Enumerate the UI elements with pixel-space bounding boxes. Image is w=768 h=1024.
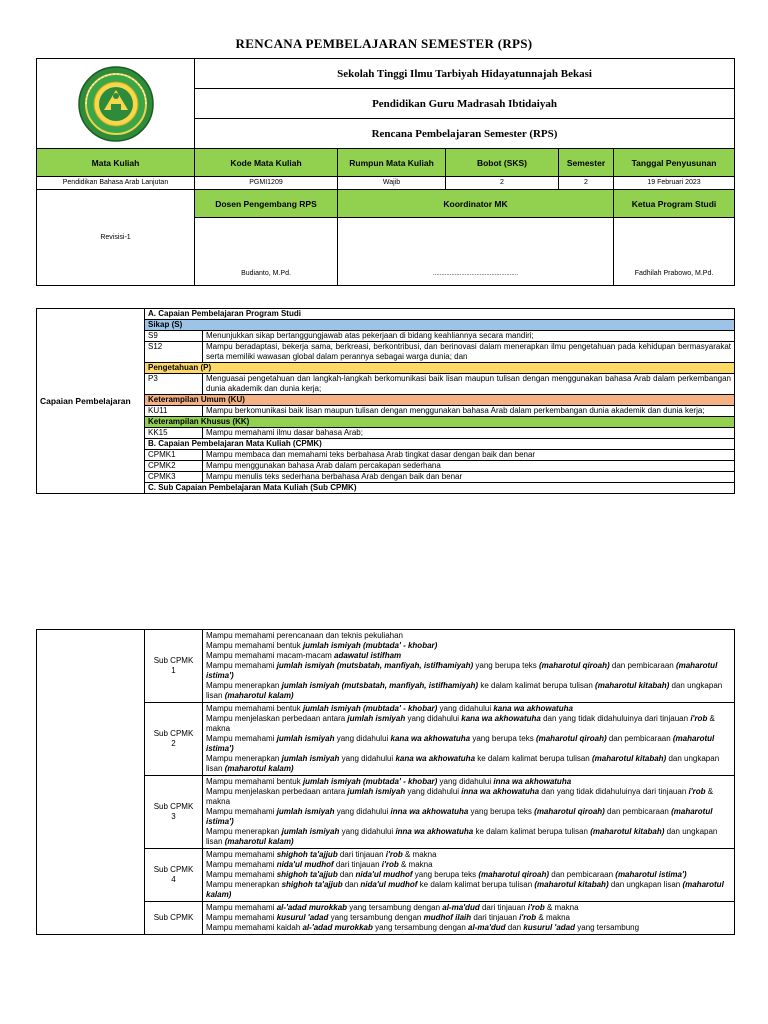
header-ketua-prodi: Ketua Program Studi <box>614 190 735 218</box>
sub-cpmk-label: Sub CPMK 4 <box>145 849 203 902</box>
header-bobot: Bobot (SKS) <box>446 149 559 177</box>
value-semester: 2 <box>559 177 614 190</box>
sub-cpmk-content <box>203 630 735 703</box>
pengetahuan-text: Menguasai pengetahuan dan langkah-langkah berkomunikasi baik lisan maupun tulisan dengan menggunakan bahasa Arab dalam perkembangan dunia akademik dan dunia kerja; <box>203 374 735 395</box>
document-title: RENCANA PEMBELAJARAN SEMESTER (RPS) <box>235 36 533 51</box>
sub-cpmk-line: Mampu memahami jumlah ismiyah yang didahului kana wa akhowatuha yang berupa teks (maharotul qiroah) dan pembicaraan (maharotul istima') <box>206 734 715 753</box>
header-semester: Semester <box>559 149 614 177</box>
header-koordinator: Koordinator MK <box>338 190 614 218</box>
cpmk-code: CPMK3 <box>145 472 203 483</box>
institution-logo-icon <box>74 64 158 144</box>
sub-cpmk-line: Mampu memahami perencanaan dan teknis pekuliahan <box>206 631 404 640</box>
sub-cpmk-line: Mampu menerapkan jumlah ismiyah (mutsbatah, manfiyah, istifhamiyah) ke dalam kalimat berupa tulisan (maharotul kitabah) dan ungkapan lisan (maharotul kalam) <box>206 681 723 700</box>
cpmk-code: CPMK1 <box>145 450 203 461</box>
pengetahuan-code: P3 <box>145 374 203 395</box>
sikap-text: Menunjukkan sikap bertanggungjawab atas pekerjaan di bidang keahliannya secara mandiri; <box>203 331 735 342</box>
kk-code: KK15 <box>145 428 203 439</box>
header-dosen-pengembang: Dosen Pengembang RPS <box>195 190 338 218</box>
revision-label: Revisisi-1 <box>37 190 195 286</box>
kk-title: Keterampilan Khusus (KK) <box>145 417 735 428</box>
logo-cell <box>37 59 195 149</box>
header-tanggal: Tanggal Penyusunan <box>614 149 735 177</box>
sub-cpmk-content <box>203 849 735 902</box>
name-dosen-pengembang: Budianto, M.Pd. <box>195 218 338 286</box>
cpmk-code: CPMK2 <box>145 461 203 472</box>
sikap-code: S12 <box>145 342 203 363</box>
sub-cpmk-line: Mampu memahami bentuk jumlah ismiyah (mubtada' - khobar) yang didahului kana wa akhowatuha <box>206 704 573 713</box>
section-a-title: A. Capaian Pembelajaran Program Studi <box>145 309 735 320</box>
ku-text: Mampu berkomunikasi baik lisan maupun tulisan dengan menggunakan bahasa Arab dalam perkembangan dunia akademik dan dunia kerja; <box>203 406 735 417</box>
sub-cpmk-line: Mampu memahami nida'ul mudhof dari tinjauan i'rob & makna <box>206 860 433 869</box>
sub-cpmk-line: Mampu menerapkan jumlah ismiyah yang didahului kana wa akhowatuha ke dalam kalimat berupa tulisan (maharotul kitabah) dan ungkapan lisan (maharotul kalam) <box>206 754 720 773</box>
sub-cpmk-line: Mampu memahami jumlah ismiyah (mutsbatah, manfiyah, istifhamiyah) yang berupa teks (maharotul qiroah) dan pembicaraan (maharotul istima') <box>206 661 718 680</box>
sikap-code: S9 <box>145 331 203 342</box>
sub-cpmk-line: Mampu memahami shighoh ta'ajjub dari tinjauan i'rob & makna <box>206 850 437 859</box>
ku-code: KU11 <box>145 406 203 417</box>
cpmk-text: Mampu menggunakan bahasa Arab dalam percakapan sederhana <box>203 461 735 472</box>
document-name: Rencana Pembelajaran Semester (RPS) <box>195 119 735 149</box>
value-bobot: 2 <box>446 177 559 190</box>
sub-cpmk-line: Mampu memahami bentuk jumlah ismiyah (mubtada' - khobar) yang didahului inna wa akhowatuha <box>206 777 572 786</box>
value-rumpun-mk: Wajib <box>338 177 446 190</box>
cpmk-text: Mampu membaca dan memahami teks berbahasa Arab tingkat dasar dengan baik dan benar <box>203 450 735 461</box>
kk-text: Mampu memahami ilmu dasar bahasa Arab; <box>203 428 735 439</box>
section-b-title: B. Capaian Pembelajaran Mata Kuliah (CPMK) <box>145 439 735 450</box>
sub-cpmk-line: Mampu memahami jumlah ismiyah yang didahului inna wa akhowatuha yang berupa teks (maharotul qiroah) dan pembicaraan (maharotul istima') <box>206 807 713 826</box>
sub-cpmk-line: Mampu memahami al-'adad murokkab yang tersambung dengan al-ma'dud dari tinjauan i'rob & makna <box>206 903 579 912</box>
program-name: Pendidikan Guru Madrasah Ibtidaiyah <box>195 89 735 119</box>
sub-cpmk-label: Sub CPMK 1 <box>145 630 203 703</box>
name-koordinator: ................................................... <box>338 218 614 286</box>
sub-cpmk-line: Mampu memahami shighoh ta'ajjub dan nida'ul mudhof yang berupa teks (maharotul qiroah) dan pembicaraan (maharotul istima') <box>206 870 687 879</box>
value-mata-kuliah: Pendidikan Bahasa Arab Lanjutan <box>37 177 195 190</box>
value-kode-mk: PGMI1209 <box>195 177 338 190</box>
sub-cpmk-content <box>203 902 735 935</box>
sub-cpmk-content <box>203 703 735 776</box>
sub-cpmk-label: Sub CPMK 3 <box>145 776 203 849</box>
capaian-label: Capaian Pembelajaran <box>37 309 145 494</box>
name-ketua-prodi: Fadhilah Prabowo, M.Pd. <box>614 218 735 286</box>
sub-cpmk-line: Mampu menerapkan shighoh ta'ajjub dan nida'ul mudhof ke dalam kalimat berupa tulisan (maharotul kitabah) dan ungkapan lisan (maharotul kalam) <box>206 880 724 899</box>
header-kode-mk: Kode Mata Kuliah <box>195 149 338 177</box>
sub-cpmk-line: Mampu menerapkan jumlah ismiyah yang didahului inna wa akhowatuha ke dalam kalimat berupa tulisan (maharotul kitabah) dan ungkapan lisan (maharotul kalam) <box>206 827 718 846</box>
sub-cpmk-blank-cell <box>37 630 145 935</box>
sub-cpmk-label: Sub CPMK <box>145 902 203 935</box>
sub-cpmk-line: Mampu memahami macam-macam adawatul istifham <box>206 651 402 660</box>
header-mata-kuliah: Mata Kuliah <box>37 149 195 177</box>
section-c-title: C. Sub Capaian Pembelajaran Mata Kuliah (Sub CPMK) <box>145 483 735 494</box>
sub-cpmk-line: Mampu memahami kaidah al-'adad murokkab yang tersambung dengan al-ma'dud dan kusurul 'adad yang tersambung <box>206 923 640 932</box>
sikap-title: Sikap (S) <box>145 320 735 331</box>
sub-cpmk-line: Mampu menjelaskan perbedaan antara jumlah ismiyah yang didahului inna wa akhowatuha dan yang tidak didahuluinya dari tinjauan i'rob & makna <box>206 787 714 806</box>
sub-cpmk-label: Sub CPMK 2 <box>145 703 203 776</box>
ku-title: Keterampilan Umum (KU) <box>145 395 735 406</box>
value-tanggal: 19 Februari 2023 <box>614 177 735 190</box>
institution-name: Sekolah Tinggi Ilmu Tarbiyah Hidayatunnajah Bekasi <box>195 59 735 89</box>
header-rumpun-mk: Rumpun Mata Kuliah <box>338 149 446 177</box>
sub-cpmk-line: Mampu memahami bentuk jumlah ismiyah (mubtada' - khobar) <box>206 641 438 650</box>
sub-cpmk-line: Mampu menjelaskan perbedaan antara jumlah ismiyah yang didahului kana wa akhowatuha dan yang tidak didahuluinya dari tinjauan i'rob & makna <box>206 714 715 733</box>
pengetahuan-title: Pengetahuan (P) <box>145 363 735 374</box>
sub-cpmk-content <box>203 776 735 849</box>
sub-cpmk-line: Mampu memahami kusurul 'adad yang tersambung dengan mudhof ilaih dari tinjauan i'rob & makna <box>206 913 570 922</box>
capaian-table <box>36 308 735 494</box>
cpmk-text: Mampu menulis teks sederhana berbahasa Arab dengan baik dan benar <box>203 472 735 483</box>
header-table <box>36 58 735 286</box>
sub-cpmk-table <box>36 629 735 935</box>
sikap-text: Mampu beradaptasi, bekerja sama, berkreasi, berkontribusi, dan berinovasi dalam menerapkan ilmu pengetahuan pada kehidupan bermasyarakat serta memiliki wawasan global dalam perannya sebagai warga dunia; dan <box>203 342 735 363</box>
